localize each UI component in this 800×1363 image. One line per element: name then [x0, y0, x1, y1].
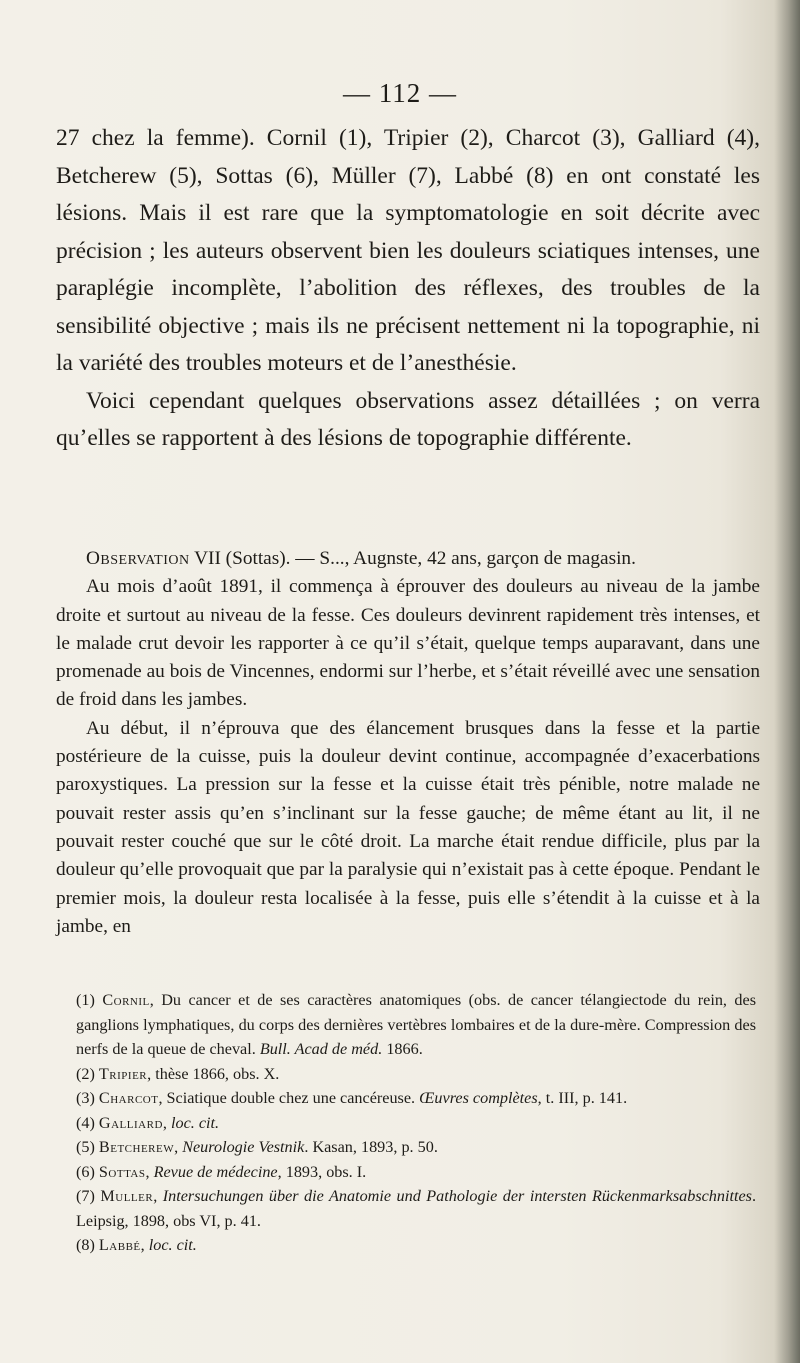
footnote-source: Œuvres complètes [419, 1089, 538, 1107]
intro-paragraph-1: 27 chez la femme). Cornil (1), Tripier (2), Charcot (3), Galliard (4), Betcherew (5), Sottas (6), Müller (7), Labbé (8) en ont constaté les lésions. Mais il est rare que la symptomatologie en soit décrite avec précision ; les auteurs observent bien les douleurs sciatiques intenses, une paraplégie incomplète, l’abolition des réflexes, des troubles de la sensibilité objective ; mais ils ne précisent nettement ni la topographie, ni la variété des troubles moteurs et de l’anesthésie. [56, 125, 760, 376]
footnote-author: Betcherew [98, 1138, 175, 1156]
footnote-3: (3) Charcot, Sciatique double chez une cancéreuse. Œuvres complètes, t. III, p. 141. [76, 1089, 628, 1107]
footnote-8: (8) Labbé, loc. cit. [76, 1236, 197, 1254]
page-number: — 112 — [343, 78, 457, 108]
footnote-2: (2) Tripier, thèse 1866, obs. X. [76, 1064, 280, 1083]
footnote-5: (5) Betcherew, Neurologie Vestnik. Kasan, 1893, p. 50. [76, 1138, 438, 1156]
footnote-author: Tripier [98, 1064, 148, 1083]
page-edge-shadow [774, 0, 800, 1363]
footnote-author: Galliard [98, 1113, 163, 1132]
footnote-author: Sottas [98, 1162, 146, 1181]
observation-label: Observation [86, 548, 190, 569]
observation-heading-rest: VII (Sottas). — S..., Augnste, 42 ans, garçon de magasin. [189, 548, 636, 569]
footnotes [56, 988, 756, 1258]
footnote-source: Bull. Acad de méd. [259, 1040, 383, 1058]
footnote-source: Revue de médecine [153, 1162, 278, 1181]
main-text [56, 120, 760, 458]
footnote-source: loc. cit. [148, 1236, 197, 1254]
observation-section [56, 545, 760, 941]
footnote-author: Cornil [102, 991, 150, 1009]
footnote-4: (4) Galliard, loc. cit. [76, 1113, 220, 1132]
observation-paragraph-1: Au mois d’août 1891, il commença à éprouver des douleurs au niveau de la jambe droite et surtout au niveau de la fesse. Ces douleurs devinrent rapidement très intenses, et le malade crut devoir les rapporter à ce qu’il s’était, quelque temps auparavant, dans une promenade au bois de Vincennes, endormi sur l’herbe, et s’était réveillé avec une sensation de froid dans les jambes. [56, 576, 760, 711]
footnote-source: Neurologie Vestnik [182, 1138, 305, 1156]
intro-paragraph-2: Voici cependant quelques observations assez détaillées ; on verra qu’elles se rapportent à des lésions de topographie différente. [56, 387, 760, 451]
footnote-author: Charcot [98, 1089, 159, 1107]
footnote-author: Muller [100, 1187, 154, 1205]
footnote-source: loc. cit. [170, 1113, 220, 1132]
footnote-6: (6) Sottas, Revue de médecine, 1893, obs. I. [76, 1162, 367, 1181]
footnote-7: (7) Muller, Intersuchungen über die Anatomie und Pathologie der intersten Rückenmarksabschnittes. Leipsig, 1898, obs VI, p. 41. [76, 1187, 757, 1230]
footnote-author: Labbé [98, 1236, 141, 1254]
observation-heading [56, 545, 760, 573]
footnote-1: (1) Cornil, Du cancer et de ses caractères anatomiques (obs. de cancer télangiectode du rein, des ganglions lymphatiques, du corps des dernières vertèbres lombaires et de la dure-mère. Compression des nerfs de la queue de cheval. Bull. Acad de méd. 1866. [76, 991, 756, 1058]
observation-paragraph-2: Au début, il n’éprouva que des élancement brusques dans la fesse et la partie postérieure de la cuisse, puis la douleur devint continue, accompagnée d’exacerbations paroxystiques. La pression sur la fesse et la cuisse était très pénible, notre malade ne pouvait rester assis qu’en s’inclinant sur la fesse gauche; de même étant au lit, il ne pouvait rester couché que sur le côté droit. La marche était rendue difficile, plus par la douleur qu’elle provoquait que par la paralysie qui n’existait pas à cette époque. Pendant le premier mois, la douleur resta localisée à la fesse, puis elle s’étendit à la cuisse et à la jambe, en [56, 717, 760, 937]
footnote-source: Intersuchungen über die Anatomie und Pathologie der intersten Rückenmarksabschnittes [162, 1187, 752, 1205]
